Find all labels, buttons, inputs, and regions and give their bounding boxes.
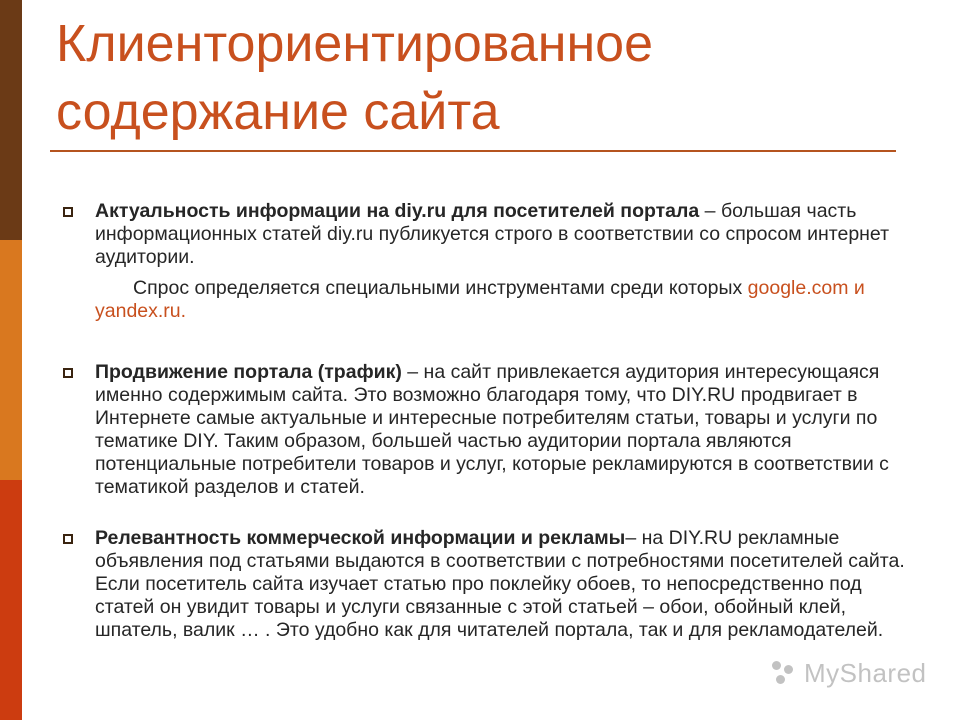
square-bullet-icon	[63, 368, 73, 378]
bullet-1-note	[58, 277, 908, 323]
side-strip-bottom	[0, 480, 22, 720]
bullet-item-1	[58, 200, 908, 269]
bullet-item-3	[58, 527, 908, 642]
title-divider	[50, 150, 896, 152]
side-strip-middle	[0, 240, 22, 480]
bullet-3-text: – на DIY.RU рекламные объявления под статьями выдаются в соответствии с потребностями посетителей сайта. Если посетитель сайта изучает статью про поклейку обоев, то непосредственно под статей он увидит товары и услуги связанные с этой статьей – обои, обойный клей, шпатель, валик … . Это удобно как для читателей портала, так и для рекламодателей.	[95, 527, 905, 641]
slide-title	[56, 10, 916, 146]
bullet-item-2	[58, 361, 908, 499]
bullet-2-heading: Продвижение портала (трафик)	[95, 361, 402, 383]
watermark	[772, 658, 927, 689]
title-line-1: Клиенториентированное	[56, 15, 654, 73]
slide-content	[58, 200, 908, 642]
bullet-1-heading: Актуальность информации на diy.ru для посетителей портала	[95, 200, 700, 222]
bullet-2-text: – на сайт привлекается аудитория интересующаяся именно содержимым сайта. Это возможно благодаря тому, что DIY.RU продвигает в Интернете самые актуальные и интересные потребителям статьи, товары и услуги по тематике DIY. Таким образом, большей частью аудитории портала являются потенциальные потребители товаров и услуг, которые рекламируются в соответствии с тематикой разделов и статей.	[95, 361, 889, 498]
bullet-1-note-accent: google.com и yandex.ru.	[95, 277, 865, 322]
myshared-logo-icon	[772, 661, 798, 687]
title-line-2: содержание сайта	[56, 83, 500, 141]
square-bullet-icon	[63, 207, 73, 217]
bullet-1-text: – большая часть информационных статей diy.ru публикуется строго в соответствии со спросом интернет аудитории.	[95, 200, 890, 268]
side-strip-top	[0, 0, 22, 240]
bullet-1-note-text: Спрос определяется специальными инструментами среди которых	[133, 277, 748, 299]
square-bullet-icon	[63, 534, 73, 544]
watermark-text: MyShared	[804, 658, 927, 688]
bullet-3-heading: Релевантность коммерческой информации и рекламы	[95, 527, 626, 549]
